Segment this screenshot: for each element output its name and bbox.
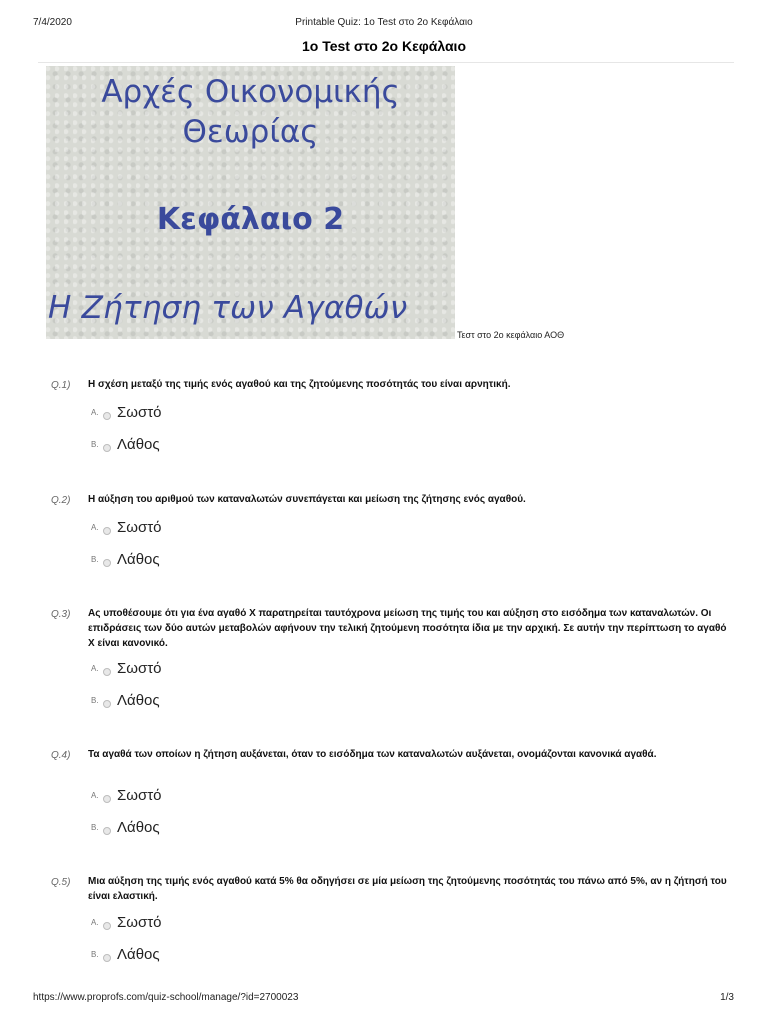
page-title: 1ο Test στο 2ο Κεφάλαιο [301, 38, 466, 54]
question-number: Q.3) [51, 609, 71, 620]
option-label: Λάθος [117, 692, 160, 709]
radio-button[interactable] [103, 922, 111, 930]
option-letter: B. [91, 950, 99, 959]
banner-line-1: Αρχές Οικονομικής [101, 74, 400, 110]
option-letter: A. [91, 664, 99, 673]
print-date: 7/4/2020 [33, 17, 72, 28]
question-text: Μια αύξηση της τιμής ενός αγαθού κατά 5% θα οδηγήσει σε μία μείωση της ζητούμενης ποσότητάς του πάνω από 5%, αν η ζήτησή του είναι ελαστική. [88, 876, 727, 902]
banner-line-4: Η Ζήτηση των Αγαθών [48, 290, 408, 326]
radio-button[interactable] [103, 827, 111, 835]
option-letter: B. [91, 440, 99, 449]
radio-button[interactable] [103, 527, 111, 535]
banner-line-2: Θεωρίας [182, 114, 319, 150]
radio-button[interactable] [103, 668, 111, 676]
option-letter: B. [91, 696, 99, 705]
option-label: Λάθος [117, 819, 160, 836]
radio-button[interactable] [103, 412, 111, 420]
option-label: Λάθος [117, 436, 160, 453]
radio-button[interactable] [103, 700, 111, 708]
radio-button[interactable] [103, 559, 111, 567]
question-text: Η αύξηση του αριθμού των καταναλωτών συνεπάγεται και μείωση της ζήτησης ενός αγαθού. [88, 494, 526, 505]
option-letter: A. [91, 408, 99, 417]
option-letter: B. [91, 555, 99, 564]
option-letter: A. [91, 791, 99, 800]
question-number: Q.1) [51, 380, 71, 391]
option-label: Σωστό [117, 519, 162, 536]
question-number: Q.4) [51, 750, 71, 761]
question-number: Q.2) [51, 495, 71, 506]
option-label: Λάθος [117, 946, 160, 963]
banner-caption: Τεστ στο 2ο κεφάλαιο ΑΟΘ [457, 330, 565, 340]
option-label: Σωστό [117, 660, 162, 677]
question-text: Η σχέση μεταξύ της τιμής ενός αγαθού και της ζητούμενης ποσότητάς του είναι αρνητική. [88, 379, 511, 390]
radio-button[interactable] [103, 795, 111, 803]
option-label: Σωστό [117, 914, 162, 931]
question-number: Q.5) [51, 877, 71, 888]
quiz-banner-image [46, 66, 455, 339]
radio-button[interactable] [103, 954, 111, 962]
question-text: Τα αγαθά των οποίων η ζήτηση αυξάνεται, όταν το εισόδημα των καταναλωτών αυξάνεται, ονομάζονται κανονικά αγαθά. [88, 749, 657, 760]
option-letter: A. [91, 523, 99, 532]
banner-line-3: Κεφάλαιο 2 [156, 202, 345, 237]
footer-url: https://www.proprofs.com/quiz-school/manage/?id=2700023 [33, 992, 299, 1003]
option-label: Σωστό [117, 787, 162, 804]
print-title: Printable Quiz: 1ο Test στο 2ο Κεφάλαιο [295, 17, 473, 28]
option-label: Λάθος [117, 551, 160, 568]
page-number: 1/3 [720, 992, 734, 1003]
option-label: Σωστό [117, 404, 162, 421]
radio-button[interactable] [103, 444, 111, 452]
question-text: Ας υποθέσουμε ότι για ένα αγαθό Χ παρατηρείται ταυτόχρονα μείωση της τιμής του και αύξηση στο εισόδημα των καταναλωτών. Οι επιδράσεις των δύο αυτών μεταβολών αφήνουν την τελική ζητούμενη ποσότητα ίδια με την αρχική. Σε αυτήν την περίπτωση το αγαθό Χ είναι κανονικό. [88, 608, 727, 649]
option-letter: B. [91, 823, 99, 832]
header-divider [38, 62, 734, 63]
option-letter: A. [91, 918, 99, 927]
